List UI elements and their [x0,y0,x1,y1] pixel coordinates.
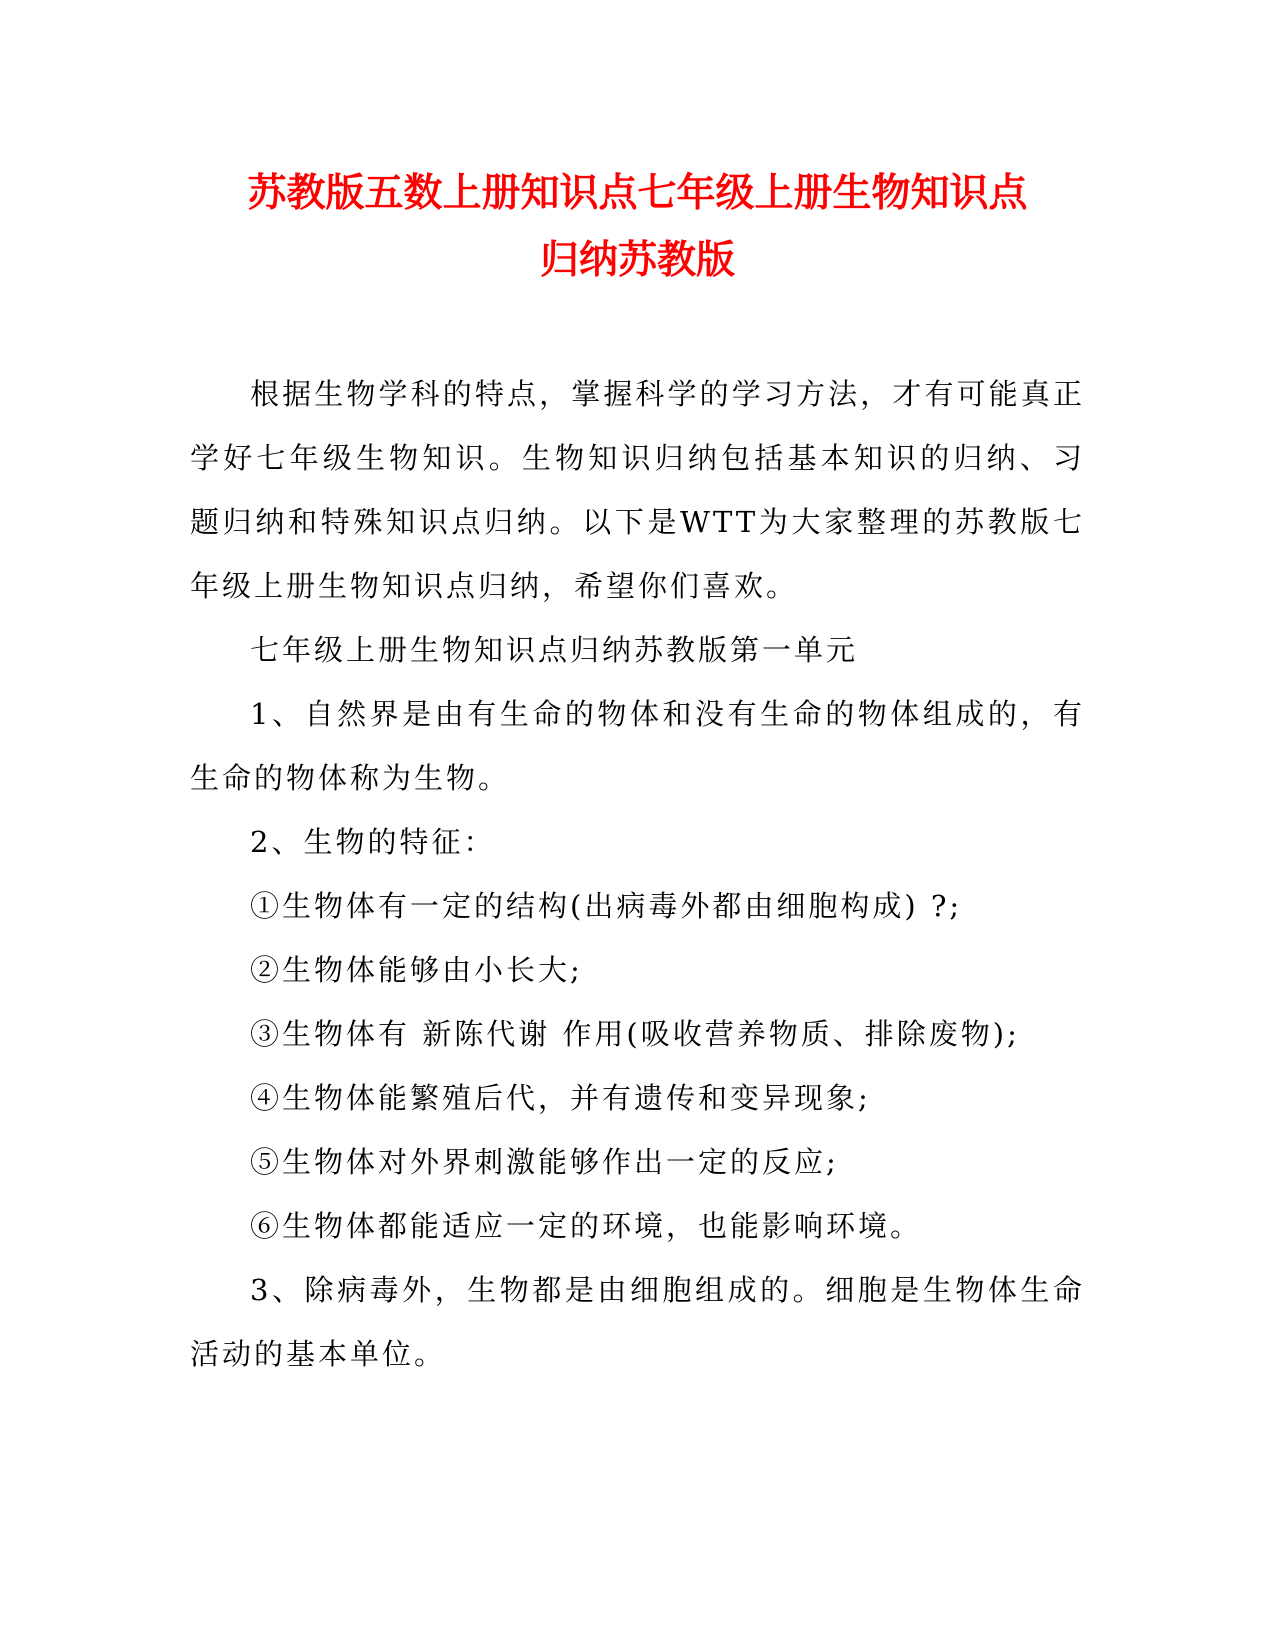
title-line-1: 苏教版五数上册知识点七年级上册生物知识点 [247,171,1028,216]
intro-paragraph: 根据生物学科的特点，掌握科学的学习方法，才有可能真正学好七年级生物知识。生物知识归纳包括基本知识的归纳、习题归纳和特殊知识点归纳。以下是WTT为大家整理的苏教版七年级上册生物知识点归纳，希望你们喜欢。 [190,377,1085,603]
feature-6: ⑥生物体都能适应一定的环境，也能影响环境。 [250,1209,923,1243]
document-body [190,362,1085,1386]
point-3: 3、除病毒外，生物都是由细胞组成的。细胞是生物体生命活动的基本单位。 [190,1273,1085,1371]
point-2: 2、生物的特征： [250,825,496,859]
feature-2: ②生物体能够由小长大; [250,953,583,987]
feature-4: ④生物体能繁殖后代，并有遗传和变异现象; [250,1081,871,1115]
title-line-2: 归纳苏教版 [539,238,735,283]
point-1: 1、自然界是由有生命的物体和没有生命的物体组成的，有生命的物体称为生物。 [190,697,1085,795]
feature-1: ①生物体有一定的结构(出病毒外都由细胞构成) ?; [250,889,963,923]
document-title [150,160,1125,294]
section-heading: 七年级上册生物知识点归纳苏教版第一单元 [250,633,859,667]
feature-5: ⑤生物体对外界刺激能够作出一定的反应; [250,1145,839,1179]
feature-3: ③生物体有 新陈代谢 作用(吸收营养物质、排除废物); [250,1017,1020,1051]
